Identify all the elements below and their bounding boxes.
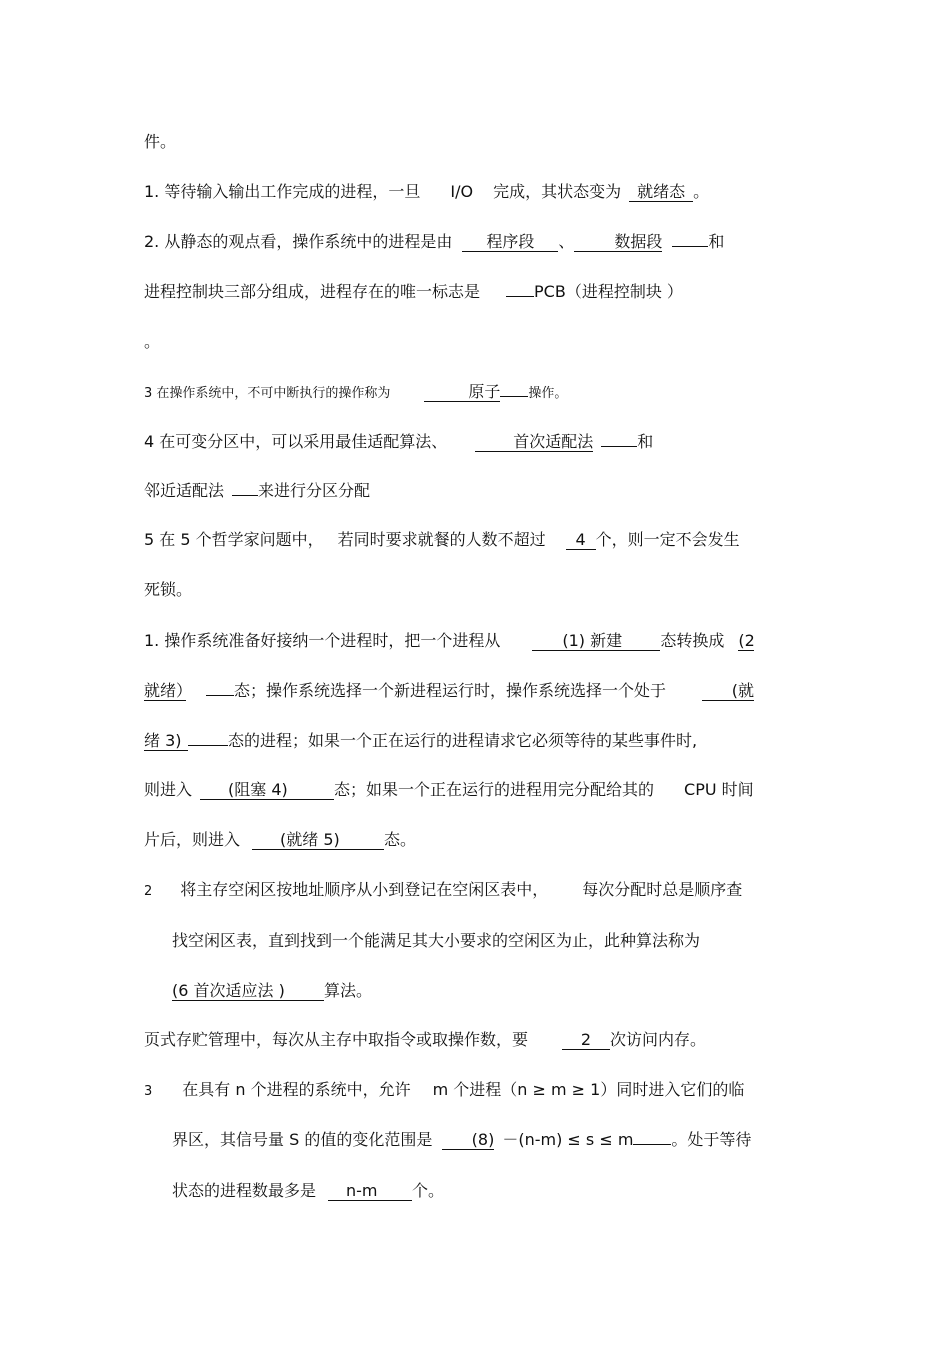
text-line [144,830,416,850]
question-text: 1. 操作系统准备好接纳一个进程时，把一个进程从 [144,631,501,650]
question-text: 来进行分区分配 [258,481,371,500]
question-partition-algorithms [144,432,653,452]
text-line [144,481,370,501]
answer-blank: (就 [702,682,754,701]
answer-blank: 程序段 [462,233,558,252]
text-line [144,681,754,701]
question-text: 态转换成 [660,631,725,650]
answer-blank: (2 [738,631,755,650]
question-text: 3 在操作系统中，不可中断执行的操作称为 [144,386,391,401]
io-label: I/O [450,182,474,201]
question-first-fit [144,880,742,902]
answer-text: PCB（进程控制块 ） [534,282,683,301]
line-text: 件。 [144,132,177,151]
question-text: 死锁。 [144,580,193,599]
answer-blank [206,695,234,696]
question-text: 进程控制块三部分组成，进程存在的唯一标志是 [144,282,481,301]
question-semaphore-range [144,1080,744,1102]
answer-blank: 首次适配法 [475,433,593,452]
text-line [144,780,754,800]
text-line [172,1181,444,1201]
answer-blank: (8) [442,1131,494,1150]
answer-blank: n-m [328,1182,412,1201]
answer-text: －(n-m) ≤ s ≤ m [502,1130,634,1149]
question-text: 操作。 [528,386,568,401]
question-text: 和 [708,232,725,251]
text-line [144,731,697,751]
answer-blank: 4 [566,531,596,550]
answer-blank: (阻塞 4) [200,781,334,800]
answer-text: 邻近适配法 [144,481,225,500]
text-line [172,981,372,1001]
punctuation: 。 [693,182,710,201]
answer-blank [601,446,637,447]
question-text: 片后，则进入 [144,830,241,849]
text-line [144,132,176,152]
question-text: 在具有 n 个进程的系统中，允许 [182,1080,411,1099]
question-process-components [144,232,724,252]
question-process-states [144,631,754,651]
question-number: 3 [144,1084,153,1099]
answer-blank: 2 [562,1031,610,1050]
question-text: 页式存贮管理中，每次从主存中取指令或取操作数，要 [144,1030,529,1049]
text-line [144,580,192,600]
question-text: 2. 从静态的观点看，操作系统中的进程是由 [144,232,453,251]
question-text: 若同时要求就餐的人数不超过 [337,530,546,549]
answer-blank [232,495,258,496]
question-text: 将主存空闲区按地址顺序从小到登记在空闲区表中， [180,880,549,899]
answer-blank [633,1144,671,1145]
question-text: 态；如果一个正在运行的进程用完分配给其的 [334,780,655,799]
question-text: 态。 [384,830,417,849]
question-text: 次访问内存。 [610,1030,707,1049]
question-number: 2 [144,884,153,899]
question-text: 态的进程；如果一个正在运行的进程请求它必须等待的某些事件时, [228,731,698,750]
answer-blank: (就绪 5) [252,831,384,850]
question-text: 每次分配时总是顺序查 [582,880,743,899]
question-text: 算法。 [324,981,373,1000]
answer-blank [672,246,708,247]
question-text: 态；操作系统选择一个新进程运行时，操作系统选择一个处于 [234,681,667,700]
answer-blank: 原子 [424,383,500,402]
question-atomic-operation [144,383,567,404]
answer-blank: 就绪态 [629,183,693,202]
question-text: 1. 等待输入输出工作完成的进程，一旦 [144,182,421,201]
answer-blank: 绪 3) [144,732,188,751]
question-dining-philosophers [144,530,740,550]
question-text: 完成，其状态变为 [493,182,622,201]
answer-blank: 就绪） [144,681,193,700]
question-text: CPU 时间 [684,780,754,799]
text-line [172,1130,751,1150]
question-paging-access [144,1030,706,1050]
question-io-complete [144,182,709,202]
question-text: 状态的进程数最多是 [172,1181,317,1200]
answer-blank [188,745,228,746]
question-text: 和 [637,432,654,451]
question-process-unique-id [144,282,683,302]
answer-blank: (1) 新建 [532,632,660,651]
question-text: 。处于等待 [671,1130,752,1149]
answer-blank: (6 首次适应法 ) [172,982,324,1001]
answer-blank [506,296,534,297]
question-text: 4 在可变分区中，可以采用最佳适配算法、 [144,432,448,451]
text-line [144,332,160,352]
question-text: 界区，其信号量 S 的值的变化范围是 [172,1130,433,1149]
question-text: 5 在 5 个哲学家问题中， [144,530,324,549]
answer-blank [500,396,528,397]
question-text: 个。 [412,1181,445,1200]
punctuation: 。 [144,332,161,351]
question-text: 找空闲区表，直到找到一个能满足其大小要求的空闲区为止，此种算法称为 [172,931,701,950]
text-line [172,931,700,951]
answer-blank: 数据段 [574,233,662,252]
question-text: m 个进程（n ≥ m ≥ 1）同时进入它们的临 [432,1080,745,1099]
question-text: 则进入 [144,780,193,799]
punctuation: 、 [558,232,575,251]
question-text: 个，则一定不会发生 [595,530,740,549]
